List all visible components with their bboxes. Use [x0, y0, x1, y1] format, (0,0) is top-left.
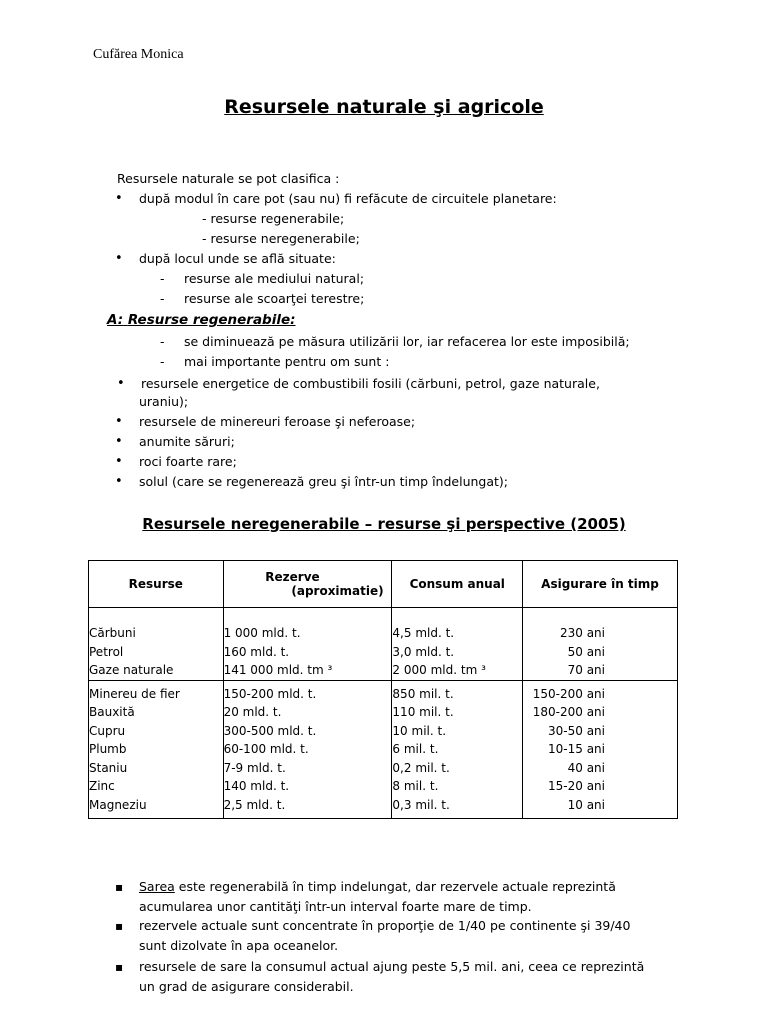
- cell-resursa: Gaze naturale: [89, 663, 174, 677]
- cell-consum: 10 mil. t.: [392, 723, 447, 738]
- author-name: Cufărea Monica: [93, 47, 184, 62]
- cell-asigurare: 180-200 ani: [532, 705, 605, 719]
- cell-consum: 0,3 mil. t.: [392, 797, 450, 812]
- note-continuation: un grad de asigurare considerabil.: [139, 979, 354, 994]
- cell-resursa: Staniu: [89, 760, 128, 775]
- note-continuation: acumularea unor cantităţi într-un interval foarte mare de timp.: [139, 899, 532, 914]
- cell-resursa: Cărbuni: [89, 626, 136, 640]
- cell-rezerve: 160 mld. t.: [223, 644, 290, 659]
- note-item: ▪ rezervele actuale sunt concentrate în proporţie de 1/40 pe continente şi 39/40: [139, 918, 630, 934]
- cell-asigurare: 230 ani: [559, 626, 605, 640]
- list-item-continuation: uraniu);: [139, 394, 189, 409]
- cell-consum: 4,5 mld. t.: [392, 626, 455, 640]
- cell-consum: 0,2 mil. t.: [392, 760, 450, 775]
- list-item: • roci foarte rare;: [139, 454, 237, 470]
- sub-item: - resurse neregenerabile;: [202, 231, 360, 246]
- sub-item: - resurse ale scoarţei terestre;: [184, 291, 364, 307]
- cell-rezerve: 2,5 mld. t.: [223, 797, 286, 812]
- cell-rezerve: 60-100 mld. t.: [223, 742, 309, 756]
- sub-item: - resurse ale mediului natural;: [184, 271, 364, 287]
- note-continuation: sunt dizolvate în apa oceanelor.: [139, 938, 339, 953]
- sarea-link-text: Sarea: [139, 879, 175, 894]
- header-consum: Consum anual: [392, 561, 523, 608]
- note-item: ▪ resursele de sare la consumul actual ajung peste 5,5 mil. ani, ceea ce reprezintă: [139, 959, 644, 975]
- list-item: • după locul unde se află situate:: [139, 251, 336, 267]
- cell-asigurare: 30-50 ani: [548, 723, 605, 738]
- sub-item: - se diminuează pe măsura utilizării lor, iar refacerea lor este imposibilă;: [184, 334, 630, 350]
- cell-asigurare: 10 ani: [567, 797, 605, 812]
- cell-asigurare: 50 ani: [567, 644, 605, 659]
- list-item: • resursele de minereuri feroase şi neferoase;: [139, 414, 415, 430]
- resources-table: [88, 560, 678, 819]
- table-header-row: [89, 561, 678, 608]
- sub-item: - resurse regenerabile;: [202, 211, 345, 226]
- cell-rezerve: 1 000 mld. t.: [223, 626, 301, 640]
- note-item: ▪ Sarea este regenerabilă în timp indelungat, dar rezervele actuale reprezintă: [139, 879, 616, 895]
- cell-resursa: Petrol: [89, 644, 124, 659]
- cell-asigurare: 40 ani: [567, 760, 605, 775]
- cell-rezerve: 300-500 mld. t.: [223, 723, 317, 738]
- table-row-group2: [89, 680, 678, 819]
- cell-consum: 8 mil. t.: [392, 779, 439, 793]
- cell-consum: 110 mil. t.: [392, 705, 454, 719]
- list-item: • anumite săruri;: [139, 434, 235, 450]
- cell-consum: 6 mil. t.: [392, 742, 439, 756]
- list-item: • după modul în care pot (sau nu) fi refăcute de circuitele planetare:: [139, 191, 557, 207]
- list-item: • solul (care se regenerează greu şi într-un timp îndelungat);: [139, 474, 508, 490]
- header-resurse: Resurse: [89, 561, 224, 608]
- cell-rezerve: 150-200 mld. t.: [223, 686, 317, 701]
- header-asigurare: Asigurare în timp: [523, 561, 678, 608]
- cell-asigurare: 15-20 ani: [548, 779, 605, 793]
- header-rezerve: Rezerve (aproximatie): [223, 561, 392, 608]
- cell-asigurare: 70 ani: [567, 663, 605, 677]
- cell-asigurare: 10-15 ani: [548, 742, 605, 756]
- sub-item: - mai importante pentru om sunt :: [184, 354, 389, 370]
- table-row-group1: [89, 608, 678, 681]
- cell-consum: 2 000 mld. tm ³: [392, 663, 486, 677]
- cell-consum: 3,0 mld. t.: [392, 644, 455, 659]
- cell-asigurare: 150-200 ani: [532, 686, 605, 701]
- cell-rezerve: 140 mld. t.: [223, 779, 290, 793]
- cell-resursa: Plumb: [89, 742, 127, 756]
- intro-text: Resursele naturale se pot clasifica :: [117, 171, 340, 186]
- cell-resursa: Minereu de fier: [89, 686, 180, 701]
- section-a-heading: A: Resurse regenerabile:: [107, 312, 296, 328]
- page-title: Resursele naturale şi agricole: [224, 96, 544, 118]
- cell-consum: 850 mil. t.: [392, 686, 454, 701]
- cell-rezerve: 20 mld. t.: [223, 705, 282, 719]
- table-title: Resursele neregenerabile – resurse şi perspective (2005): [142, 515, 626, 533]
- cell-resursa: Bauxită: [89, 705, 135, 719]
- cell-resursa: Cupru: [89, 723, 126, 738]
- cell-rezerve: 141 000 mld. tm ³: [223, 663, 333, 677]
- cell-rezerve: 7-9 mld. t.: [223, 760, 286, 775]
- cell-resursa: Magneziu: [89, 797, 147, 812]
- cell-resursa: Zinc: [89, 779, 115, 793]
- list-item: • resursele energetice de combustibili fosili (cărbuni, petrol, gaze naturale,: [141, 376, 600, 392]
